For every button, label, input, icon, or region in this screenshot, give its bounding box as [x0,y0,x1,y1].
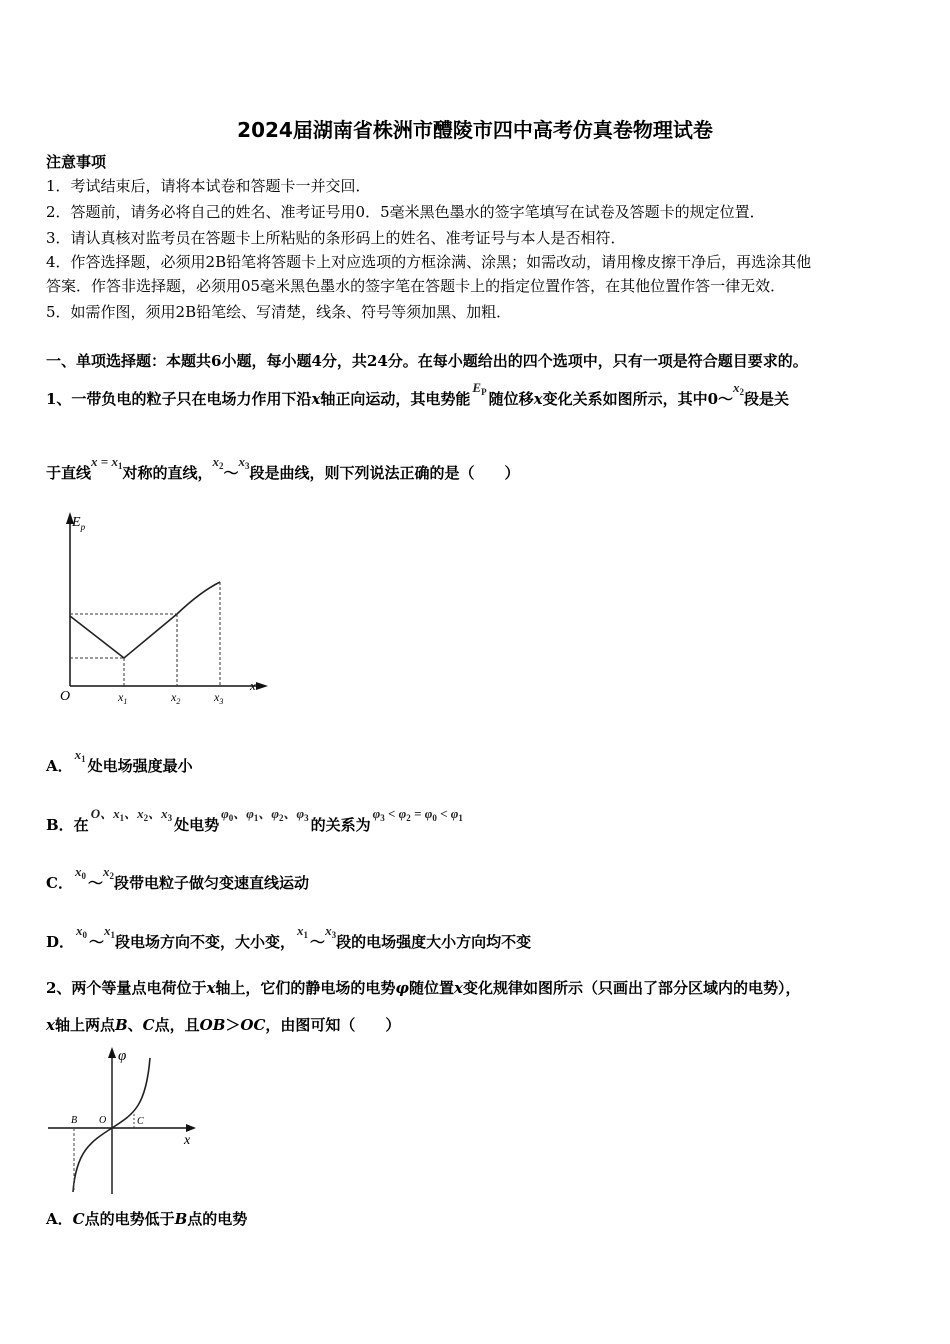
ep-curve [70,582,220,658]
x-axis-arrow [186,1124,196,1132]
origin-label: O [99,1115,107,1126]
point-c-label: C [137,1116,144,1127]
notice-item: 1．考试结束后，请将本试卷和答题卡一并交回． [46,177,371,195]
notice-item: 2．答题前，请务必将自己的姓名、准考证号用0．5毫米黑色墨水的签字笔填写在试卷及答题卡的规定位置． [46,203,765,221]
notice-heading: 注意事项 [46,153,107,171]
notice-item: 3．请认真核对监考员在答题卡上所粘贴的条形码上的姓名、准考证号与本人是否相符． [46,229,626,247]
origin-label: O [60,689,71,704]
q1-stem-line1: 1、一带负电的粒子只在电场力作用下沿x轴正向运动，其电势能$E_P$ 随位移x变化关系如图所示，其中$0\sim x_2$段是关 [46,380,790,408]
exam-title: 2024届湖南省株洲市醴陵市四中高考仿真卷物理试卷 [237,118,713,142]
point-b-label: B [71,1115,78,1126]
x-axis-label: x [250,678,256,693]
notice-item: 答案．作答非选择题，必须用05毫米黑色墨水的签字笔在答题卡上的指定位置作答，在其他位置作答一律无效． [46,277,786,295]
q2-stem-line2: x轴上两点B、C点，且OB＞OC，由图可知（ ） [46,1016,401,1034]
notice-item: 4．作答选择题，必须用2B铅笔将答题卡上对应选项的方框涂满、涂黑；如需改动，请用橡皮擦干净后，再选涂其他 [46,253,812,271]
x-axis-label: x [184,1133,191,1148]
notice-item: 5．如需作图，须用2B铅笔绘、写清楚，线条、符号等须加黑、加粗． [46,303,512,321]
q1-option-a[interactable]: A．$x_1$ 处电场强度最小 [46,747,193,775]
q2-phi-graph [44,1044,204,1200]
y-axis-label: φ [118,1048,127,1064]
q2-stem-line1: 2、两个等量点电荷位于x轴上，它们的静电场的电势φ随位置x变化规律如图所示（只画出了部分区域内的电势）， [46,979,801,997]
y-axis-arrow [108,1047,116,1058]
q1-option-c[interactable]: C．$x_0$ $\sim x_2$段带电粒子做匀变速直线运动 [46,864,309,892]
y-axis-label: $E_p$ [72,515,86,532]
x-axis-arrow [256,682,268,690]
tick-x3: $x_3$ [214,690,224,706]
tick-x1: $x_1$ [118,690,128,706]
q1-ep-graph [50,510,280,710]
q2-option-a[interactable]: A．C点的电势低于B点的电势 [46,1210,248,1228]
q1-option-d[interactable]: D．$x_0$ $\sim x_1$段电场方向不变，大小变，$x_1$ $\sim x_3$段的电场强度大小方向均不变 [46,923,532,951]
q1-stem-line2: 于直线$x = x_1$对称的直线，$x_2\sim x_3$段是曲线，则下列说法正确的是（ ） [46,454,520,482]
tick-x2: $x_2$ [171,690,181,706]
q1-option-b[interactable]: B．在O、$x_1$、$x_2$、$x_3$ 处电势$\varphi_0$、$\varphi_1$、$\varphi_2$、$\varphi_3$ 的关系为$\varphi_3 < \varphi_2 = \varphi_0 < \varphi_1$ [46,806,463,834]
section-heading: 一、单项选择题：本题共6小题，每小题4分，共24分。在每小题给出的四个选项中，只有一项是符合题目要求的。 [46,352,808,370]
